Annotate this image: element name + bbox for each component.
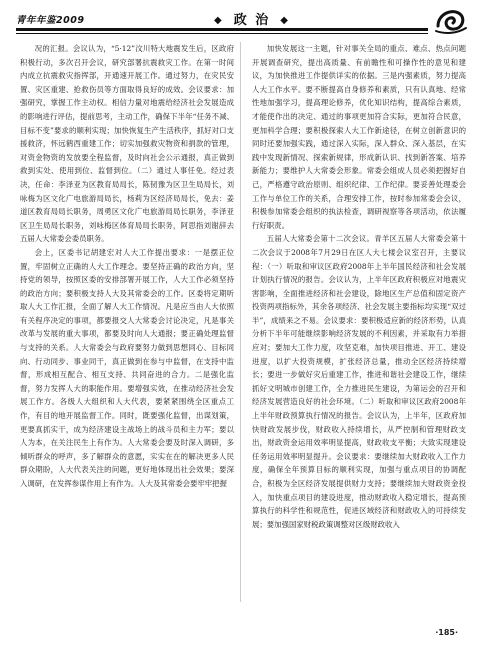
page-number: ·185· <box>435 628 458 637</box>
yearbook-title: 青年年鉴2009 <box>16 15 85 26</box>
swirl-logo-icon <box>434 4 468 36</box>
right-column <box>252 42 466 612</box>
diamond-right-icon: ◆ <box>280 15 290 26</box>
diamond-left-icon: ◆ <box>214 15 224 26</box>
right-paragraph-2: 五届人大常委会第十二次会议。青羊区五届人大常委会第十二次会议于2008年7月29日在区人大七楼会议室召开，主要议程：（一）听取和审议区政府2008年上半年国民经济和社会发展计划执行情况的报告。会议认为，上半年区政府积极应对地震灾害影响，全面推进经济和社会建设，除地区生产总值和固定资产投资两项指标外，其余各项经济、社会发展主要指标均实现“双过半”，成绩来之不易。会议要求：要积极适应新的经济形势，认真分析下半年可能继续影响经济发展的不利因素，并采取有力举措应对；要加大工作力度，攻坚克难，加快项目推进、开工、建设进度，以扩大投资规模，扩张经济总量，推动全区经济持续增长；要进一步做好灾后重建工作，推进和谐社会建设工作，继续抓好文明城市创建工作，全力推进民生建设，为第运会的召开和经济发展营造良好的社会环境。（二）听取和审议区政府2008年上半年财政预算执行情况的报告。会议认为，上半年，区政府加快财政发展步伐，财政收入持续增长，从严控制和管理财政支出，财政资金运用效率明显提高，财政收支平衡；大致实现建设任务运用效率明显提升。会议要求：要继续加大财政收入工作力度，确保全年预算目标的顺利实现，加强与重点项目的协调配合，积极为全区经济发展提供财力支持；要继续加大财政资金投入，加快重点项目的建设进度，推动财政收入稳定增长，提高预算执行的科学性和规范性，促进区域经济和财政收入的可持续发展；要加强国家财税政策调整对区级财政收入 <box>252 234 466 529</box>
left-paragraph-2: 会上，区委书记胡建宏对人大工作提出要求：一是摆正位置，牢固树立正确的人大工作理念。要坚持正确的政治方向，坚持党的领导，按照区委的安排部署开展工作，人大工作必须坚持的政治方向；要积极支持人大及其常委会的工作。区委将定期听取人大工作汇报，全面了解人大工作情况。凡是应当由人大依照有关程序决定的事项，都要报交人大常委会讨论决定，凡是事关改革与发展的重大事项，都要及时向人大通报；要正确处理监督与支持的关系。人大常委会与政府要努力做到思想同心、目标同向、行动同步、事业同干，真正做到在参与中监督，在支持中监督，形成相互配合、相互支持、共同奋进的合力。二是强化监督，努力发挥人大的职能作用。要增强实效，在推动经济社会发展工作方。各级人大组织和人大代表，要紧紧围绕全区重点工作，有目的地开展监督工作。同时，既要强化监督，出谋划策，更要真抓实干，成为经济建设主战场上的战斗员和主力军；要以人为本，在关注民生上有作为。人大常委会要及时深入调研，多倾听群众的呼声，多了解群众的意愿，实实在在的解决更多人民群众期盼，人大代表关注的问题，更好地体现出社会效果；要深入调研，在发挥参谋作用上有作为。人大及其常委会要牢牢把握 <box>20 247 234 488</box>
header-rule <box>16 28 428 31</box>
section-title: 政 治 <box>233 13 271 28</box>
column-divider <box>240 42 241 602</box>
section-title-wrap <box>204 9 300 28</box>
page-header <box>16 8 464 32</box>
left-column <box>20 42 234 612</box>
left-paragraph-1: 况的汇报。会议认为，“5·12”汶川特大地震发生后，区政府积极行动，多次召开会议，研究部署抗震救灾工作。在第一时间内成立抗震救灾指挥部，开通速开展工作。通过努力，在灾民安置、灾区重建、抢救伤员等方面取得良好的成效。会议要求：加强研究，掌握工作主动权。相信力量对地震给经济社会发展造成的影响进行评估，提前思考，主动工作，确保下半年“任务不减、目标不变”要求的顺利实现；加快恢复生产生活秩序，抓好对口支援救济，怀远鹤西重建工作；切实加强救灾物资和捐款的管理，对资金物资的发放要全程监督，及时向社会公示通报，真正做到救到实处、使用到位、监督到位。（二）通过人事任免。经过表决，任命：李泽亚为区教育局局长，陈韧豫为区卫生局局长，刘咏梅为区文化广电旅游局局长，杨莉为区经济局局长，免去：姜道区教育局局长职务，周勇区文化广电旅游局局长职务，李泽亚区卫生局局长职务，刘咏梅区体育局局长职务，阿思指刘谢辞去五届人大常委会委员职务。 <box>20 44 234 244</box>
header-rule-thin <box>16 33 428 34</box>
right-paragraph-1: 加快发展这一主题，针对事关全局的重点、难点、热点问题开展调查研究，提出高质量、有前瞻性和可操作性的意见和建议，为加快推进工作提供详实的依据。三是内强素质，努力提高人大工作水平。要不断提高自身修养和素质，只有认真地、经常性地加强学习，提高理论修养，优化知识结构，提高综合素质，才能使作出的决定、通过的事项更加符合实际，更加符合民意，更加科学合理；要积极探索人大工作新途径，在树立创新意识的同时还要加强实践，通过深入实际，深入群众、深入基层，在实践中发现新情况、探索新规律，形成新认识、找到新答案、培养新能力；要维护人大常委会形象。常委会组成人员必须把握好自己，严格遵守政治原则、组织纪律、工作纪律。要妥善处理委会工作与单位工作的关系，合理安排工作，按时参加常委会会议，积极参加常委会组织的执法检查，调研视察等各项活动，依法履行好职责。 <box>252 44 466 230</box>
